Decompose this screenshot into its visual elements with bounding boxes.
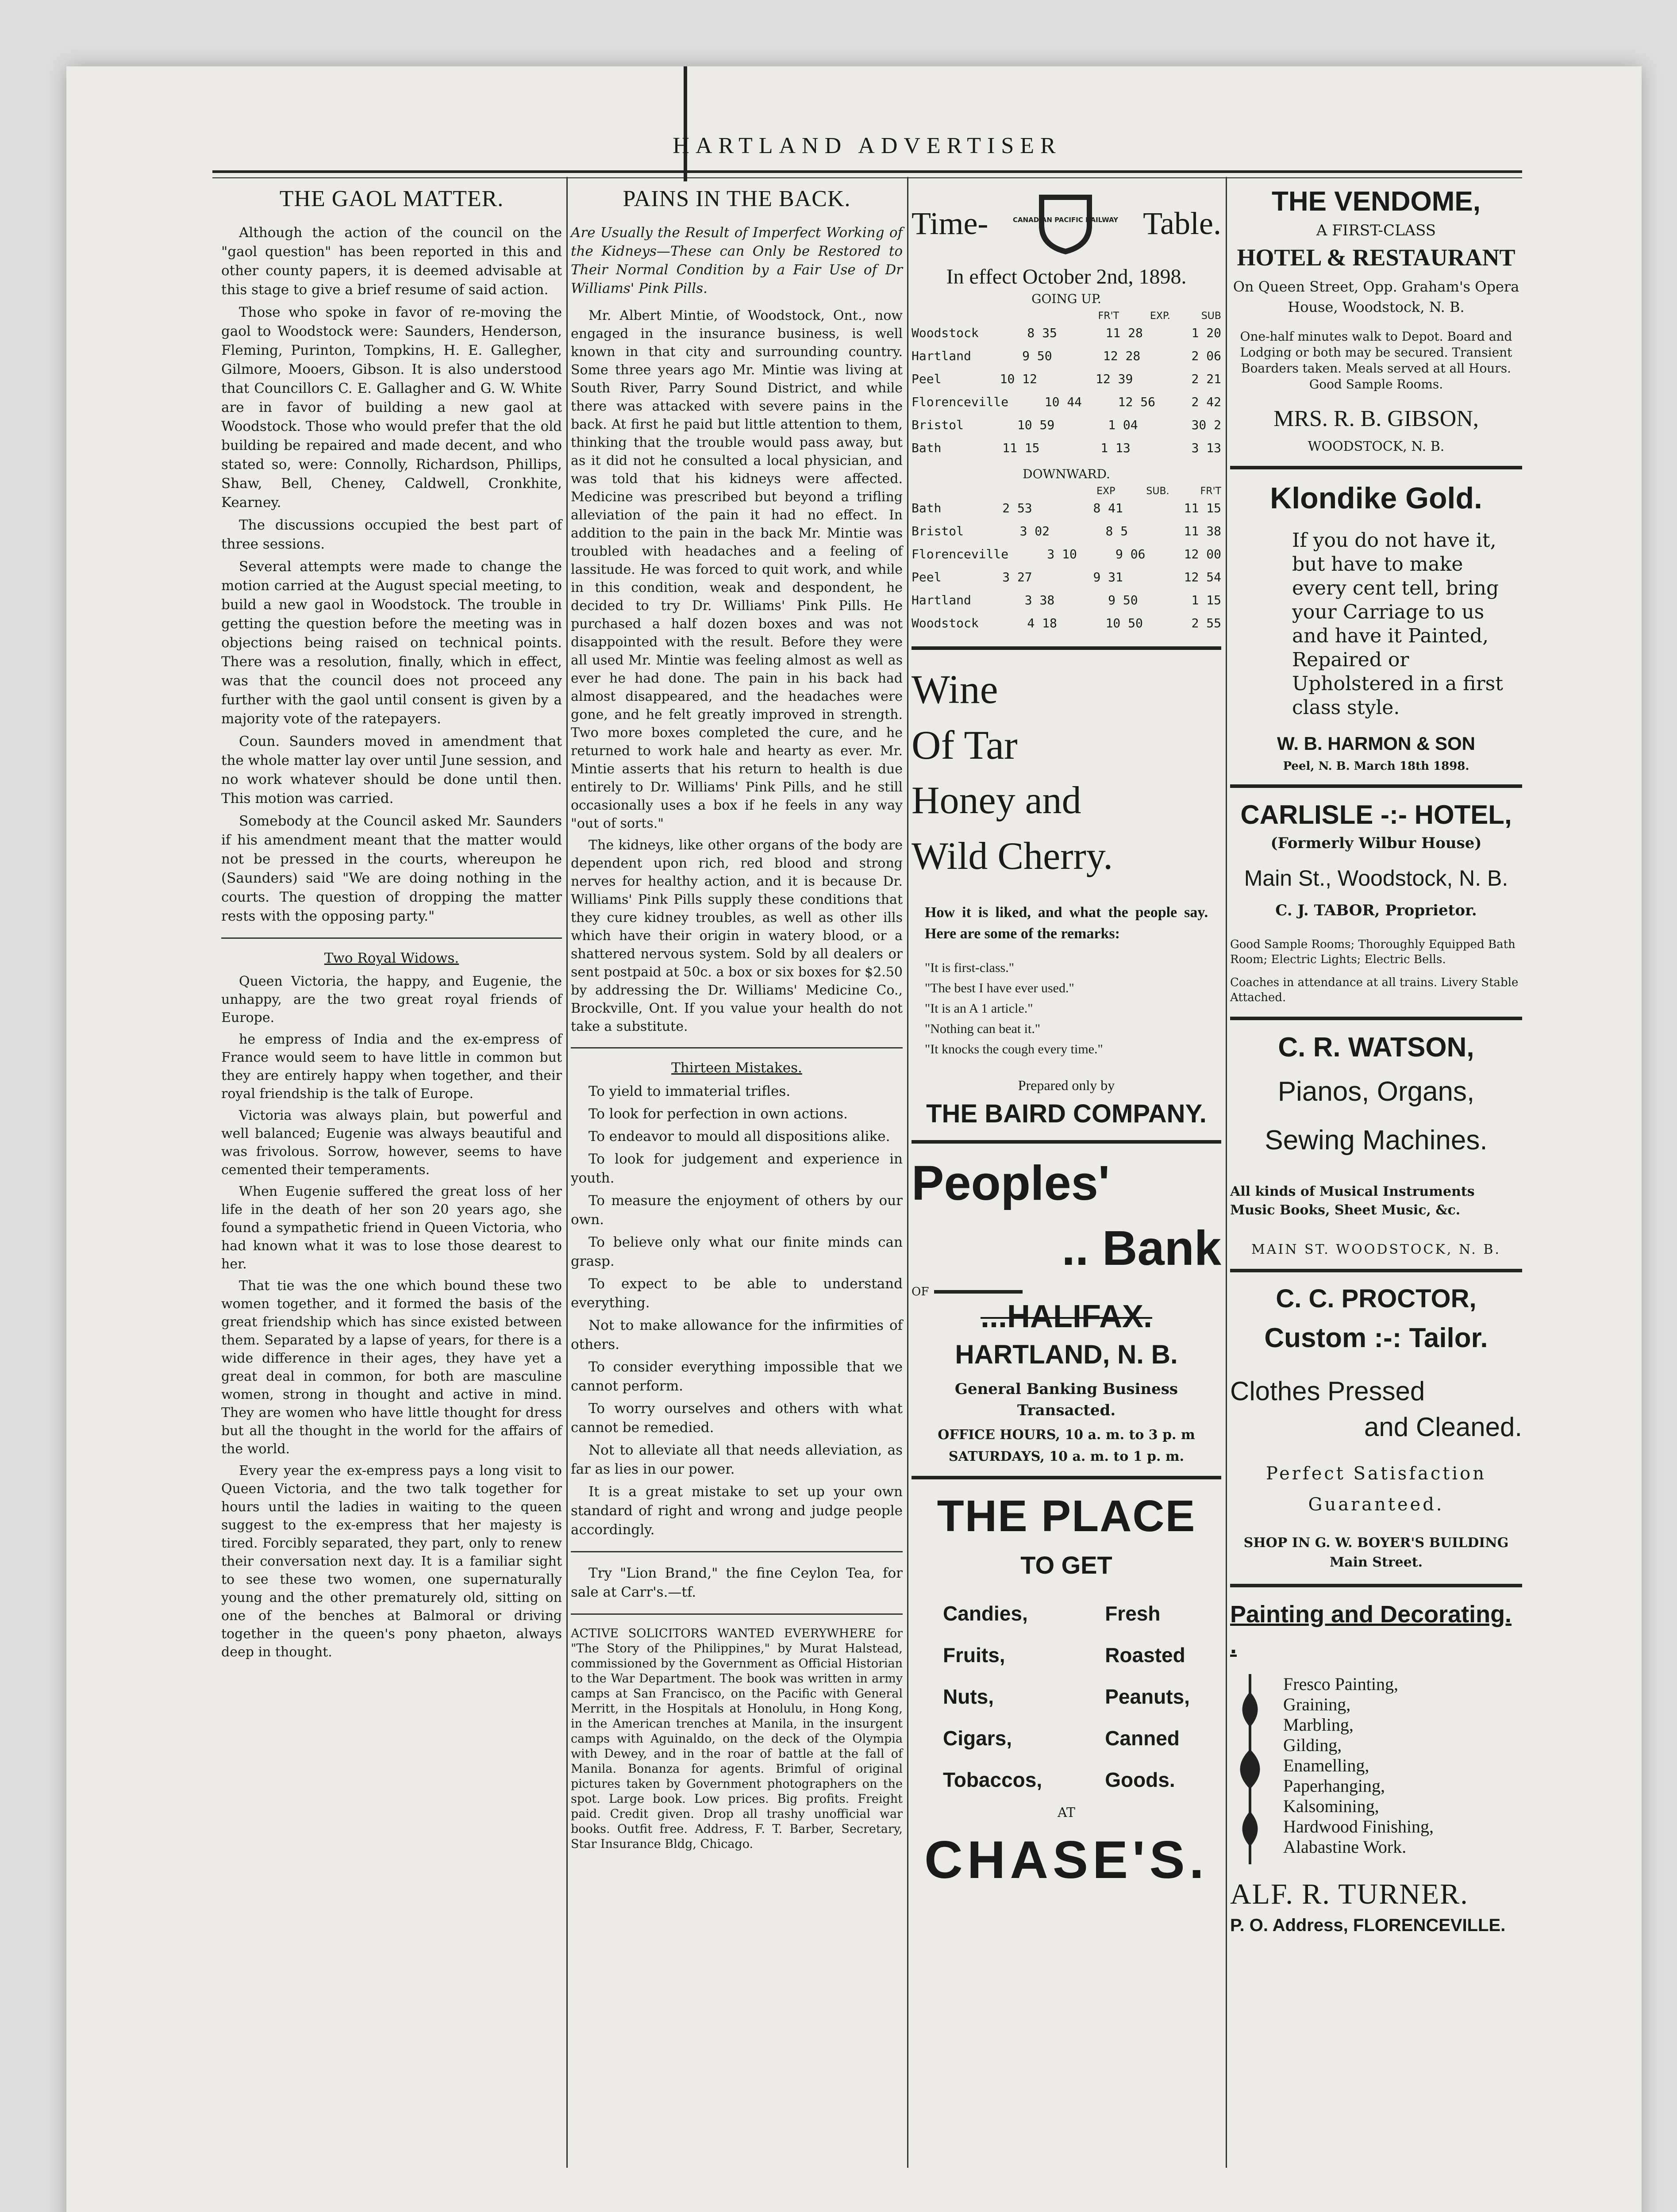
timetable-row bbox=[912, 391, 1221, 414]
column-rule bbox=[907, 177, 908, 2168]
goods-item: Nuts, bbox=[943, 1685, 994, 1708]
time: 10 12 bbox=[1000, 372, 1037, 386]
pains-paragraph: Mr. Albert Mintie, of Woodstock, Ont., now engaged in the insurance business, is well known in that city and surrounding country. Some three years ago Mr. Mintie was living at South River, Parry Sound District, and while there was attacked with severe pains in the back. At first he paid but little attention to them, thinking that the trouble would pass away, but as it did not he consulted a local physician, and was told that his kidneys were affected. Medicine was prescribed but beyond a trifling alleviation of the pain it had no effect. In addition to the pain in the back Mr. Mintie was troubled with headaches and a feeling of lassitude. He was forced to quit work, and while in this condition, weak and despondent, he decided to try Dr. Williams' Pink Pills. He purchased a half dozen boxes and was not disappointed with the result. Before they were all used Mr. Mintie was feeling almost as well as ever he had done. The pain in his back had almost disappeared, and the headaches were gone, and he felt greatly improved in strength. Two more boxes completed the cure, and he returned to work hale and hearty as ever. Mr. Mintie asserts that his return to health is due entirely to Dr. Williams' Pink Pills, and he still occasionally uses a box if he feels in any way "out of sorts." bbox=[571, 308, 903, 831]
mistakes-list bbox=[571, 1082, 903, 1540]
mistake-item: To consider everything impossible that we cannot perform. bbox=[571, 1359, 903, 1394]
bank-saturday: SATURDAYS, 10 a. m. to 1 p. m. bbox=[948, 1449, 1185, 1464]
gaol-paragraph: Those who spoke in favor of re-moving the gaol to Woodstock were: Saunders, Henderson, Fleming, Purinton, Tompkins, H. E. Gallegher, Gilmore, Mooers, Gibson. It is also understood that Councillors C. E. Gallagher and G. W. White are in favor of building a new gaol at Woodstock. Those who would prefer that the old building be repaired and made decent, and who stated so, were: Connolly, Richardson, Phillips, Shaw, Bell, Cheney, Caldwell, Cronkhite, Kearney. bbox=[221, 304, 562, 511]
col-header: SUB. bbox=[1146, 486, 1169, 497]
col-header: FR'T bbox=[1200, 486, 1221, 497]
lion-tea-text: Try "Lion Brand," the fine Ceylon Tea, for sale at Carr's.—tf. bbox=[571, 1565, 903, 1600]
divider bbox=[912, 646, 1221, 650]
vendome-ad bbox=[1230, 186, 1522, 454]
cpr-shield-icon bbox=[1013, 190, 1119, 257]
mistake-item: To worry ourselves and others with what cannot be remedied. bbox=[571, 1401, 903, 1436]
bank-line1: Peoples' bbox=[912, 1156, 1110, 1210]
goods-item: Goods. bbox=[1105, 1768, 1175, 1791]
widows-article bbox=[221, 972, 562, 1661]
proctor-line1: Clothes Pressed bbox=[1230, 1376, 1425, 1406]
pains-article bbox=[571, 307, 903, 1036]
bank-business: General Banking Business Transacted. bbox=[954, 1380, 1178, 1419]
time: 9 31 bbox=[1093, 570, 1123, 584]
mistake-item: To look for perfection in own actions. bbox=[588, 1106, 848, 1122]
painting-address: P. O. Address, FLORENCEVILLE. bbox=[1230, 1916, 1506, 1935]
vendome-town: WOODSTOCK, N. B. bbox=[1308, 439, 1445, 454]
watson-name: C. R. WATSON, bbox=[1278, 1032, 1474, 1063]
vendome-class: A FIRST-CLASS bbox=[1316, 222, 1436, 239]
watson-ad bbox=[1230, 1032, 1522, 1257]
gaol-article bbox=[221, 223, 562, 926]
time: 2 42 bbox=[1191, 395, 1221, 409]
station: Peel bbox=[912, 372, 942, 386]
widows-paragraph: Queen Victoria, the happy, and Eugenie, the unhappy, are the two great royal friends of Europe. bbox=[221, 974, 562, 1025]
wine-line: Of Tar bbox=[912, 722, 1018, 768]
downward-table bbox=[912, 497, 1221, 635]
station: Hartland bbox=[912, 593, 971, 607]
wine-prepared: Prepared only by bbox=[1018, 1077, 1115, 1093]
place-goods bbox=[912, 1593, 1221, 1801]
gaol-paragraph: Several attempts were made to change the motion carried at the August special meeting, to build a new gaol in Woodstock. The trouble in getting the question before the meeting was in objections being raised on technical points. There was a resolution, finally, which in effect, was that the council does not proceed any further with the gaol until consent is given by a majority vote of the ratepayers. bbox=[221, 559, 562, 727]
timetable-row bbox=[912, 543, 1221, 566]
proctor-name: C. C. PROCTOR, bbox=[1276, 1284, 1477, 1313]
mistake-item: Not to make allowance for the infirmities of others. bbox=[571, 1317, 903, 1352]
widows-paragraph: Victoria was always plain, but powerful and well balanced; Eugenie was always beautiful and was frivolous. Sorrow, however, seems to have cemented their temperaments. bbox=[221, 1108, 562, 1178]
station: Bath bbox=[912, 441, 942, 455]
station: Florenceville bbox=[912, 395, 1009, 409]
pains-headline: PAINS IN THE BACK. bbox=[623, 186, 851, 211]
bank-line2: .. Bank bbox=[1062, 1221, 1221, 1275]
service-item: Enamelling, bbox=[1283, 1755, 1369, 1775]
service-item: Graining, bbox=[1283, 1694, 1351, 1714]
cpr-badge-text: CANADIAN PACIFIC RAILWAY bbox=[1013, 216, 1119, 224]
klondike-text: If you do not have it, but have to make every cent tell, bring your Carriage to us and have it Painted, Repaired or Upholstered in a first class style. bbox=[1292, 529, 1503, 719]
time: 12 39 bbox=[1096, 372, 1133, 386]
carlisle-street: Main St., Woodstock, N. B. bbox=[1244, 866, 1508, 891]
bank-hours: OFFICE HOURS, 10 a. m. to 3 p. m bbox=[938, 1427, 1195, 1443]
timetable-row bbox=[912, 368, 1221, 391]
time: 1 13 bbox=[1100, 441, 1131, 455]
wine-ad bbox=[912, 661, 1221, 1129]
divider bbox=[221, 937, 562, 939]
bank-of-rule bbox=[934, 1290, 1023, 1294]
col-header: EXP bbox=[1096, 486, 1115, 497]
column-gaol bbox=[221, 181, 562, 2150]
mistake-item: It is a great mistake to set up your own standard of right and wrong and judge people accordingly. bbox=[571, 1484, 903, 1538]
goods-item: Canned bbox=[1105, 1727, 1180, 1750]
station: Woodstock bbox=[912, 616, 979, 630]
station: Woodstock bbox=[912, 326, 979, 340]
timetable-row bbox=[912, 566, 1221, 589]
gaol-paragraph: Coun. Saunders moved in amendment that the whole matter lay over until June session, and no work whatever should be done until then. This motion was carried. bbox=[221, 733, 562, 806]
mistakes-headline: Thirteen Mistakes. bbox=[671, 1060, 802, 1076]
mistake-item: To believe only what our finite minds can grasp. bbox=[571, 1234, 903, 1269]
time: 3 02 bbox=[1019, 524, 1050, 538]
time: 10 50 bbox=[1105, 616, 1143, 630]
timetable-row bbox=[912, 497, 1221, 520]
divider bbox=[912, 1476, 1221, 1479]
time: 1 04 bbox=[1108, 418, 1138, 432]
ornament-icon bbox=[1230, 1674, 1270, 1864]
vendome-type: HOTEL & RESTAURANT bbox=[1237, 244, 1515, 271]
masthead: HARTLAND ADVERTISER bbox=[673, 133, 1062, 158]
divider bbox=[571, 1047, 903, 1048]
time: 8 41 bbox=[1093, 501, 1123, 515]
timetable-title-left: Time- bbox=[912, 205, 989, 241]
time: 12 28 bbox=[1103, 349, 1141, 363]
proctor-ad bbox=[1230, 1284, 1522, 1572]
time: 8 35 bbox=[1027, 326, 1057, 340]
divider bbox=[1230, 1584, 1522, 1587]
painting-body bbox=[1230, 1674, 1522, 1864]
goods-item: Roasted bbox=[1105, 1644, 1185, 1667]
proctor-line2: and Cleaned. bbox=[1364, 1412, 1522, 1442]
wine-quote: "The best I have ever used." bbox=[925, 981, 1074, 995]
chases-ad bbox=[912, 1491, 1221, 1890]
timetable-row bbox=[912, 520, 1221, 543]
time: 2 21 bbox=[1191, 372, 1221, 386]
time: 12 00 bbox=[1184, 547, 1221, 561]
place-line1: THE PLACE bbox=[937, 1491, 1196, 1541]
column-ads-middle bbox=[912, 181, 1221, 2150]
station: Hartland bbox=[912, 349, 971, 363]
time: 2 53 bbox=[1002, 501, 1032, 515]
carlisle-proprietor: C. J. TABOR, Proprietor. bbox=[1275, 902, 1477, 919]
goods-item: Fresh bbox=[1105, 1602, 1161, 1625]
klondike-firm: W. B. HARMON & SON bbox=[1277, 733, 1475, 754]
wine-quote: "It is an A 1 article." bbox=[925, 1001, 1033, 1016]
carlisle-name: CARLISLE -:- HOTEL, bbox=[1240, 800, 1512, 830]
timetable-title-right: Table. bbox=[1143, 205, 1221, 241]
carlisle-formerly: (Formerly Wilbur House) bbox=[1270, 834, 1482, 852]
timetable-row bbox=[912, 345, 1221, 368]
station: Peel bbox=[912, 570, 942, 584]
time: 3 27 bbox=[1002, 570, 1032, 584]
gaol-paragraph: Somebody at the Council asked Mr. Saunders if his amendment meant that the matter would not be pressed in the courts, whereupon he (Saunders) said "We are doing nothing in the courts. The question of dropping the matter rests with the opposing party." bbox=[221, 813, 562, 924]
carlisle-rooms: Good Sample Rooms; Thoroughly Equipped Bath Room; Electric Lights; Electric Bells. bbox=[1230, 938, 1515, 966]
timetable-row bbox=[912, 322, 1221, 345]
wine-quote: "It knocks the cough every time." bbox=[925, 1042, 1103, 1056]
time: 11 15 bbox=[1002, 441, 1040, 455]
station: Florenceville bbox=[912, 547, 1009, 561]
time: 9 50 bbox=[1022, 349, 1052, 363]
column-ads-right bbox=[1230, 181, 1522, 2150]
place-store: CHASE'S. bbox=[924, 1830, 1208, 1889]
divider bbox=[1230, 1017, 1522, 1020]
goods-item: Peanuts, bbox=[1105, 1685, 1190, 1708]
mistake-item: To yield to immaterial trifles. bbox=[588, 1083, 791, 1099]
divider bbox=[912, 1140, 1221, 1144]
timetable-row bbox=[912, 437, 1221, 460]
time: 4 18 bbox=[1027, 616, 1057, 630]
mistake-item: Not to alleviate all that needs alleviation, as far as lies in our power. bbox=[571, 1442, 903, 1477]
divider bbox=[571, 1613, 903, 1615]
solicitors-notice: ACTIVE SOLICITORS WANTED EVERYWHERE for "The Story of the Philippines," by Murat Halstead, commissioned by the Government as Official Historian to the War Department. The book was written in army camps at San Francisco, on the Pacific with General Merritt, in the Hospitals at Honolulu, in Hong Kong, in the American trenches at Manila, in the insurgent camps with Aguinaldo, on the deck of the Olympia with Dewey, and in the roar of battle at the fall of Manila. Bonanza for agents. Brimful of original pictures taken by Government photographers on the spot. Large book. Low prices. Big profits. Freight paid. Credit given. Drop all trashy unofficial war books. Outfit free. Address, F. T. Barber, Secretary, Star Insurance Bldg, Chicago. bbox=[571, 1627, 903, 1851]
klondike-date: Peel, N. B. March 18th 1898. bbox=[1283, 760, 1469, 773]
timetable-effect: In effect October 2nd, 1898. bbox=[946, 265, 1187, 288]
service-item: Alabastine Work. bbox=[1283, 1837, 1407, 1857]
time: 30 2 bbox=[1191, 418, 1221, 432]
lion-tea-notice bbox=[571, 1564, 903, 1602]
col-header: EXP. bbox=[1150, 311, 1170, 322]
painting-services bbox=[1283, 1674, 1434, 1864]
service-item: Paperhanging, bbox=[1283, 1776, 1385, 1796]
station: Bristol bbox=[912, 524, 964, 538]
widows-paragraph: Every year the ex-empress pays a long visit to Queen Victoria, and the two talk together for hours until the ladies in waiting to the queen suggest to the ex-empress that her majesty is tired. Forcibly separated, they part, only to renew their conversation next day. It is a familiar sight to see these two women, one supernaturally young and the other prematurely old, sitting on one of the benches at Balmoral or driving together in the queen's pony phaeton, always deep in thought. bbox=[221, 1463, 562, 1660]
watson-goods: Pianos, Organs, Sewing Machines. bbox=[1265, 1076, 1488, 1156]
widows-headline: Two Royal Widows. bbox=[324, 950, 459, 966]
watson-music: All kinds of Musical Instruments Music Books, Sheet Music, &c. bbox=[1230, 1184, 1475, 1218]
timetable-row bbox=[912, 414, 1221, 437]
wine-quotes bbox=[925, 958, 1221, 1060]
klondike-ad bbox=[1230, 481, 1522, 773]
time: 1 20 bbox=[1191, 326, 1221, 340]
goods-item: Cigars, bbox=[943, 1727, 1012, 1750]
goods-item: Tobaccos, bbox=[943, 1768, 1042, 1791]
goods-item: Fruits, bbox=[943, 1644, 1005, 1667]
proctor-trade: Custom :-: Tailor. bbox=[1264, 1323, 1488, 1353]
col-header: SUB bbox=[1201, 311, 1221, 322]
place-left-list bbox=[943, 1593, 1042, 1801]
going-up-header bbox=[912, 311, 1221, 322]
painting-title: Painting and Decorating. . bbox=[1230, 1601, 1512, 1659]
bank-branch: HARTLAND, N. B. bbox=[955, 1340, 1178, 1369]
gaol-headline: THE GAOL MATTER. bbox=[279, 186, 504, 211]
time: 10 59 bbox=[1017, 418, 1055, 432]
widows-paragraph: he empress of India and the ex-empress of France would seem to have little in common but they are entirely happy when together, and their royal friendship is the talk of Europe. bbox=[221, 1032, 562, 1102]
time: 9 06 bbox=[1115, 547, 1146, 561]
page-crease bbox=[684, 66, 687, 181]
going-up-table bbox=[912, 322, 1221, 460]
mistake-item: To endeavor to mould all dispositions alike. bbox=[588, 1129, 890, 1144]
widows-paragraph: That tie was the one which bound these two women together, and it formed the basis of the great friendship which has since existed between them. Separated by a lapse of years, for there is a wide difference in their ages, they have yet a great deal in common, for both are masculine women, strong in thought and active in mind. They are women who have little thought for dress but all the thought in the world for the affairs of the world. bbox=[221, 1278, 562, 1457]
timetable-row bbox=[912, 589, 1221, 612]
watson-address: MAIN ST. WOODSTOCK, N. B. bbox=[1251, 1242, 1501, 1257]
service-item: Marbling, bbox=[1283, 1715, 1354, 1735]
time: 12 54 bbox=[1184, 570, 1221, 584]
gaol-paragraph: Although the action of the council on the "gaol question" has been reported in this and other county papers, it is deemed advisable at this stage to give a brief resume of said action. bbox=[221, 225, 562, 298]
proctor-shop: SHOP IN G. W. BOYER'S BUILDING Main Street. bbox=[1243, 1535, 1509, 1570]
mistake-item: To expect to be able to understand everything. bbox=[571, 1276, 903, 1311]
wine-line: Honey and bbox=[912, 779, 1081, 822]
station: Bristol bbox=[912, 418, 964, 432]
bank-of-label: OF bbox=[912, 1285, 929, 1298]
painting-ad bbox=[1230, 1599, 1522, 1936]
service-item: Hardwood Finishing, bbox=[1283, 1816, 1434, 1836]
timetable bbox=[912, 190, 1221, 257]
bank-city: ...HALIFAX. bbox=[980, 1299, 1153, 1334]
divider bbox=[1230, 1269, 1522, 1272]
masthead-rule bbox=[212, 170, 1522, 178]
goods-item: Candies, bbox=[943, 1602, 1028, 1625]
downward-header bbox=[912, 486, 1221, 497]
time: 8 5 bbox=[1105, 524, 1128, 538]
wine-line: Wine bbox=[912, 667, 998, 712]
wine-quote: "Nothing can beat it." bbox=[925, 1022, 1041, 1036]
place-at: AT bbox=[1057, 1805, 1076, 1820]
service-item: Fresco Painting, bbox=[1283, 1674, 1398, 1694]
station: Bath bbox=[912, 501, 942, 515]
time: 9 50 bbox=[1108, 593, 1138, 607]
bank-of bbox=[912, 1285, 1221, 1298]
time: 11 38 bbox=[1184, 524, 1221, 538]
vendome-name: THE VENDOME, bbox=[1272, 186, 1481, 217]
downward-label: DOWNWARD. bbox=[1023, 467, 1110, 481]
pains-deck: Are Usually the Result of Imperfect Working of the Kidneys—These can Only be Restored to Their Normal Condition by a Fair Use of Dr Williams' Pink Pills. bbox=[571, 225, 903, 296]
time: 10 44 bbox=[1044, 395, 1082, 409]
wine-quote: "It is first-class." bbox=[925, 960, 1014, 975]
place-line2: TO GET bbox=[1020, 1551, 1112, 1579]
time: 11 15 bbox=[1184, 501, 1221, 515]
time: 3 13 bbox=[1191, 441, 1221, 455]
mistake-item: To look for judgement and experience in youth. bbox=[571, 1151, 903, 1186]
pains-paragraph: The kidneys, like other organs of the body are dependent upon rich, red blood and strong nerves for healthy action, and it is because Dr. Williams' Pink Pills supply these conditions that they cure kidney troubles, as well as other ills which have their origin in watery blood, or a shattered nervous system. Sold by all dealers or sent postpaid at 50c. a box or six boxes for $2.50 by addressing the Dr. Williams' Medicine Co., Brockville, Ont. If you value your health do not take a substitute. bbox=[571, 837, 903, 1034]
place-right-list bbox=[1105, 1593, 1190, 1801]
time: 1 15 bbox=[1191, 593, 1221, 607]
time: 2 06 bbox=[1191, 349, 1221, 363]
vendome-location: On Queen Street, Opp. Graham's Opera House, Woodstock, N. B. bbox=[1233, 278, 1519, 315]
painting-name: ALF. R. TURNER. bbox=[1230, 1878, 1469, 1910]
time: 11 28 bbox=[1105, 326, 1143, 340]
vendome-details: One-half minutes walk to Depot. Board and Lodging or both may be secured. Transient Boarders taken. Meals served at all Hours. Good Sample Rooms. bbox=[1240, 329, 1512, 392]
wine-question: How it is liked, and what the people say. Here are some of the remarks: bbox=[925, 904, 1208, 942]
wine-line: Wild Cherry. bbox=[912, 835, 1113, 878]
column-pains bbox=[571, 181, 903, 2150]
gaol-paragraph: The discussions occupied the best part of three sessions. bbox=[221, 517, 562, 552]
mistake-item: To measure the enjoyment of others by our own. bbox=[571, 1193, 903, 1228]
time: 3 10 bbox=[1047, 547, 1077, 561]
service-item: Gilding, bbox=[1283, 1735, 1342, 1755]
time: 3 38 bbox=[1024, 593, 1055, 607]
divider bbox=[1230, 784, 1522, 788]
column-rule bbox=[566, 177, 568, 2168]
vendome-proprietor: MRS. R. B. GIBSON, bbox=[1273, 406, 1479, 431]
time: 12 56 bbox=[1118, 395, 1155, 409]
divider bbox=[571, 1551, 903, 1552]
proctor-satisfaction: Perfect Satisfaction Guaranteed. bbox=[1266, 1463, 1486, 1515]
going-up-label: GOING UP. bbox=[1031, 292, 1101, 306]
divider bbox=[1230, 466, 1522, 469]
service-item: Kalsomining, bbox=[1283, 1796, 1379, 1816]
widows-paragraph: When Eugenie suffered the great loss of her life in the death of her son 20 years ago, she found a sympathetic friend in Queen Victoria, who had known what it was to lose those dearest to her. bbox=[221, 1184, 562, 1272]
timetable-row bbox=[912, 612, 1221, 635]
klondike-title: Klondike Gold. bbox=[1270, 481, 1482, 515]
column-rule bbox=[1226, 177, 1227, 2168]
wine-company: THE BAIRD COMPANY. bbox=[926, 1099, 1207, 1128]
bank-ad bbox=[912, 1155, 1221, 1464]
col-header: FR'T bbox=[1098, 311, 1119, 322]
carlisle-coaches: Coaches in attendance at all trains. Livery Stable Attached. bbox=[1230, 976, 1519, 1004]
time: 2 55 bbox=[1191, 616, 1221, 630]
carlisle-ad bbox=[1230, 799, 1522, 1005]
